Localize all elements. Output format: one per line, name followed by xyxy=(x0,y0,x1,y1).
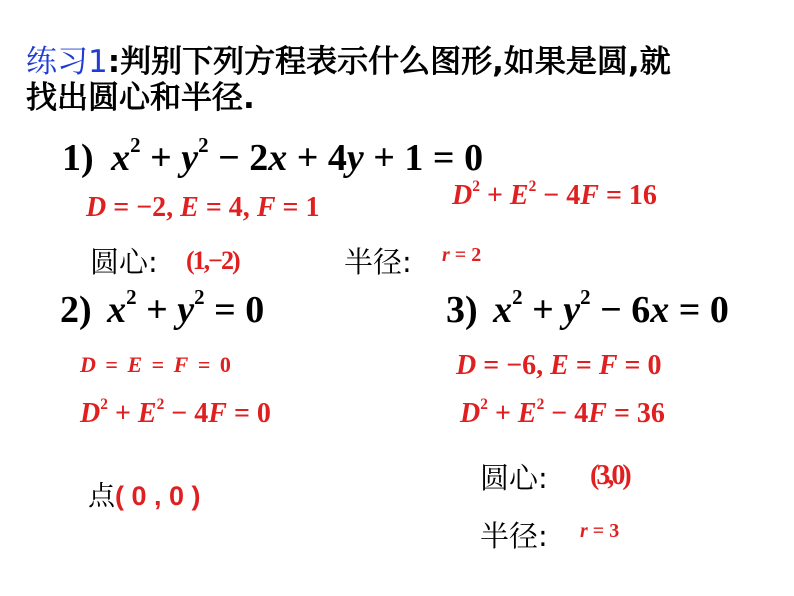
title-line-2: 找出圆心和半径. xyxy=(26,80,255,116)
problem-3-radius-value: r = 3 xyxy=(580,520,620,542)
problem-2-discriminant: $D^2 + E^2 - 4F = 0$ xyxy=(80,396,271,429)
problem-1-center-value: (1,−2) xyxy=(186,246,239,275)
problem-1-radius-label: 半径: xyxy=(344,245,412,279)
problem-1-equation-text: $x^2 + y^2 - 2x + 4y + 1 = 0$ xyxy=(111,132,484,179)
problem-3-center-value: (3,0) xyxy=(590,460,629,491)
problem-2-result-value: ( 0 , 0 ) xyxy=(115,481,201,511)
problem-3-label: 3) xyxy=(446,289,478,331)
problem-1-center-label: 圆心: xyxy=(90,245,158,279)
problem-3-equation-text: $x^2 + y^2 - 6x = 0$ xyxy=(493,284,729,331)
problem-3-center-label: 圆心: xyxy=(480,461,548,495)
exercise-title xyxy=(26,44,671,116)
problem-2-equation xyxy=(60,284,265,332)
problem-1-equation xyxy=(62,132,484,180)
problem-1-coefficients: D = −2, E = 4, F = 1 xyxy=(86,192,320,223)
problem-2-label: 2) xyxy=(60,289,92,331)
problem-2-coefficients: D = E = F = 0 xyxy=(80,352,231,377)
problem-1-label: 1) xyxy=(62,137,94,179)
problem-1-discriminant: $D^2 + E^2 - 4F = 16$ xyxy=(452,178,657,211)
problem-2-result xyxy=(88,474,201,513)
problem-3-discriminant: $D^2 + E^2 - 4F = 36$ xyxy=(460,396,665,429)
title-colon: : xyxy=(107,44,121,80)
title-line-1: 判别下列方程表示什么图形,如果是圆,就 xyxy=(120,44,671,80)
problem-2-equation-text: $x^2 + y^2 = 0$ xyxy=(107,284,265,331)
problem-3-radius-label: 半径: xyxy=(480,519,548,553)
problem-1-radius-value: r = 2 xyxy=(442,244,482,266)
exercise-label: 练习1 xyxy=(26,44,108,80)
problem-3-equation xyxy=(446,284,729,332)
problem-2-result-label: 点 xyxy=(88,481,115,512)
problem-3-coefficients: D = −6, E = F = 0 xyxy=(456,350,662,381)
